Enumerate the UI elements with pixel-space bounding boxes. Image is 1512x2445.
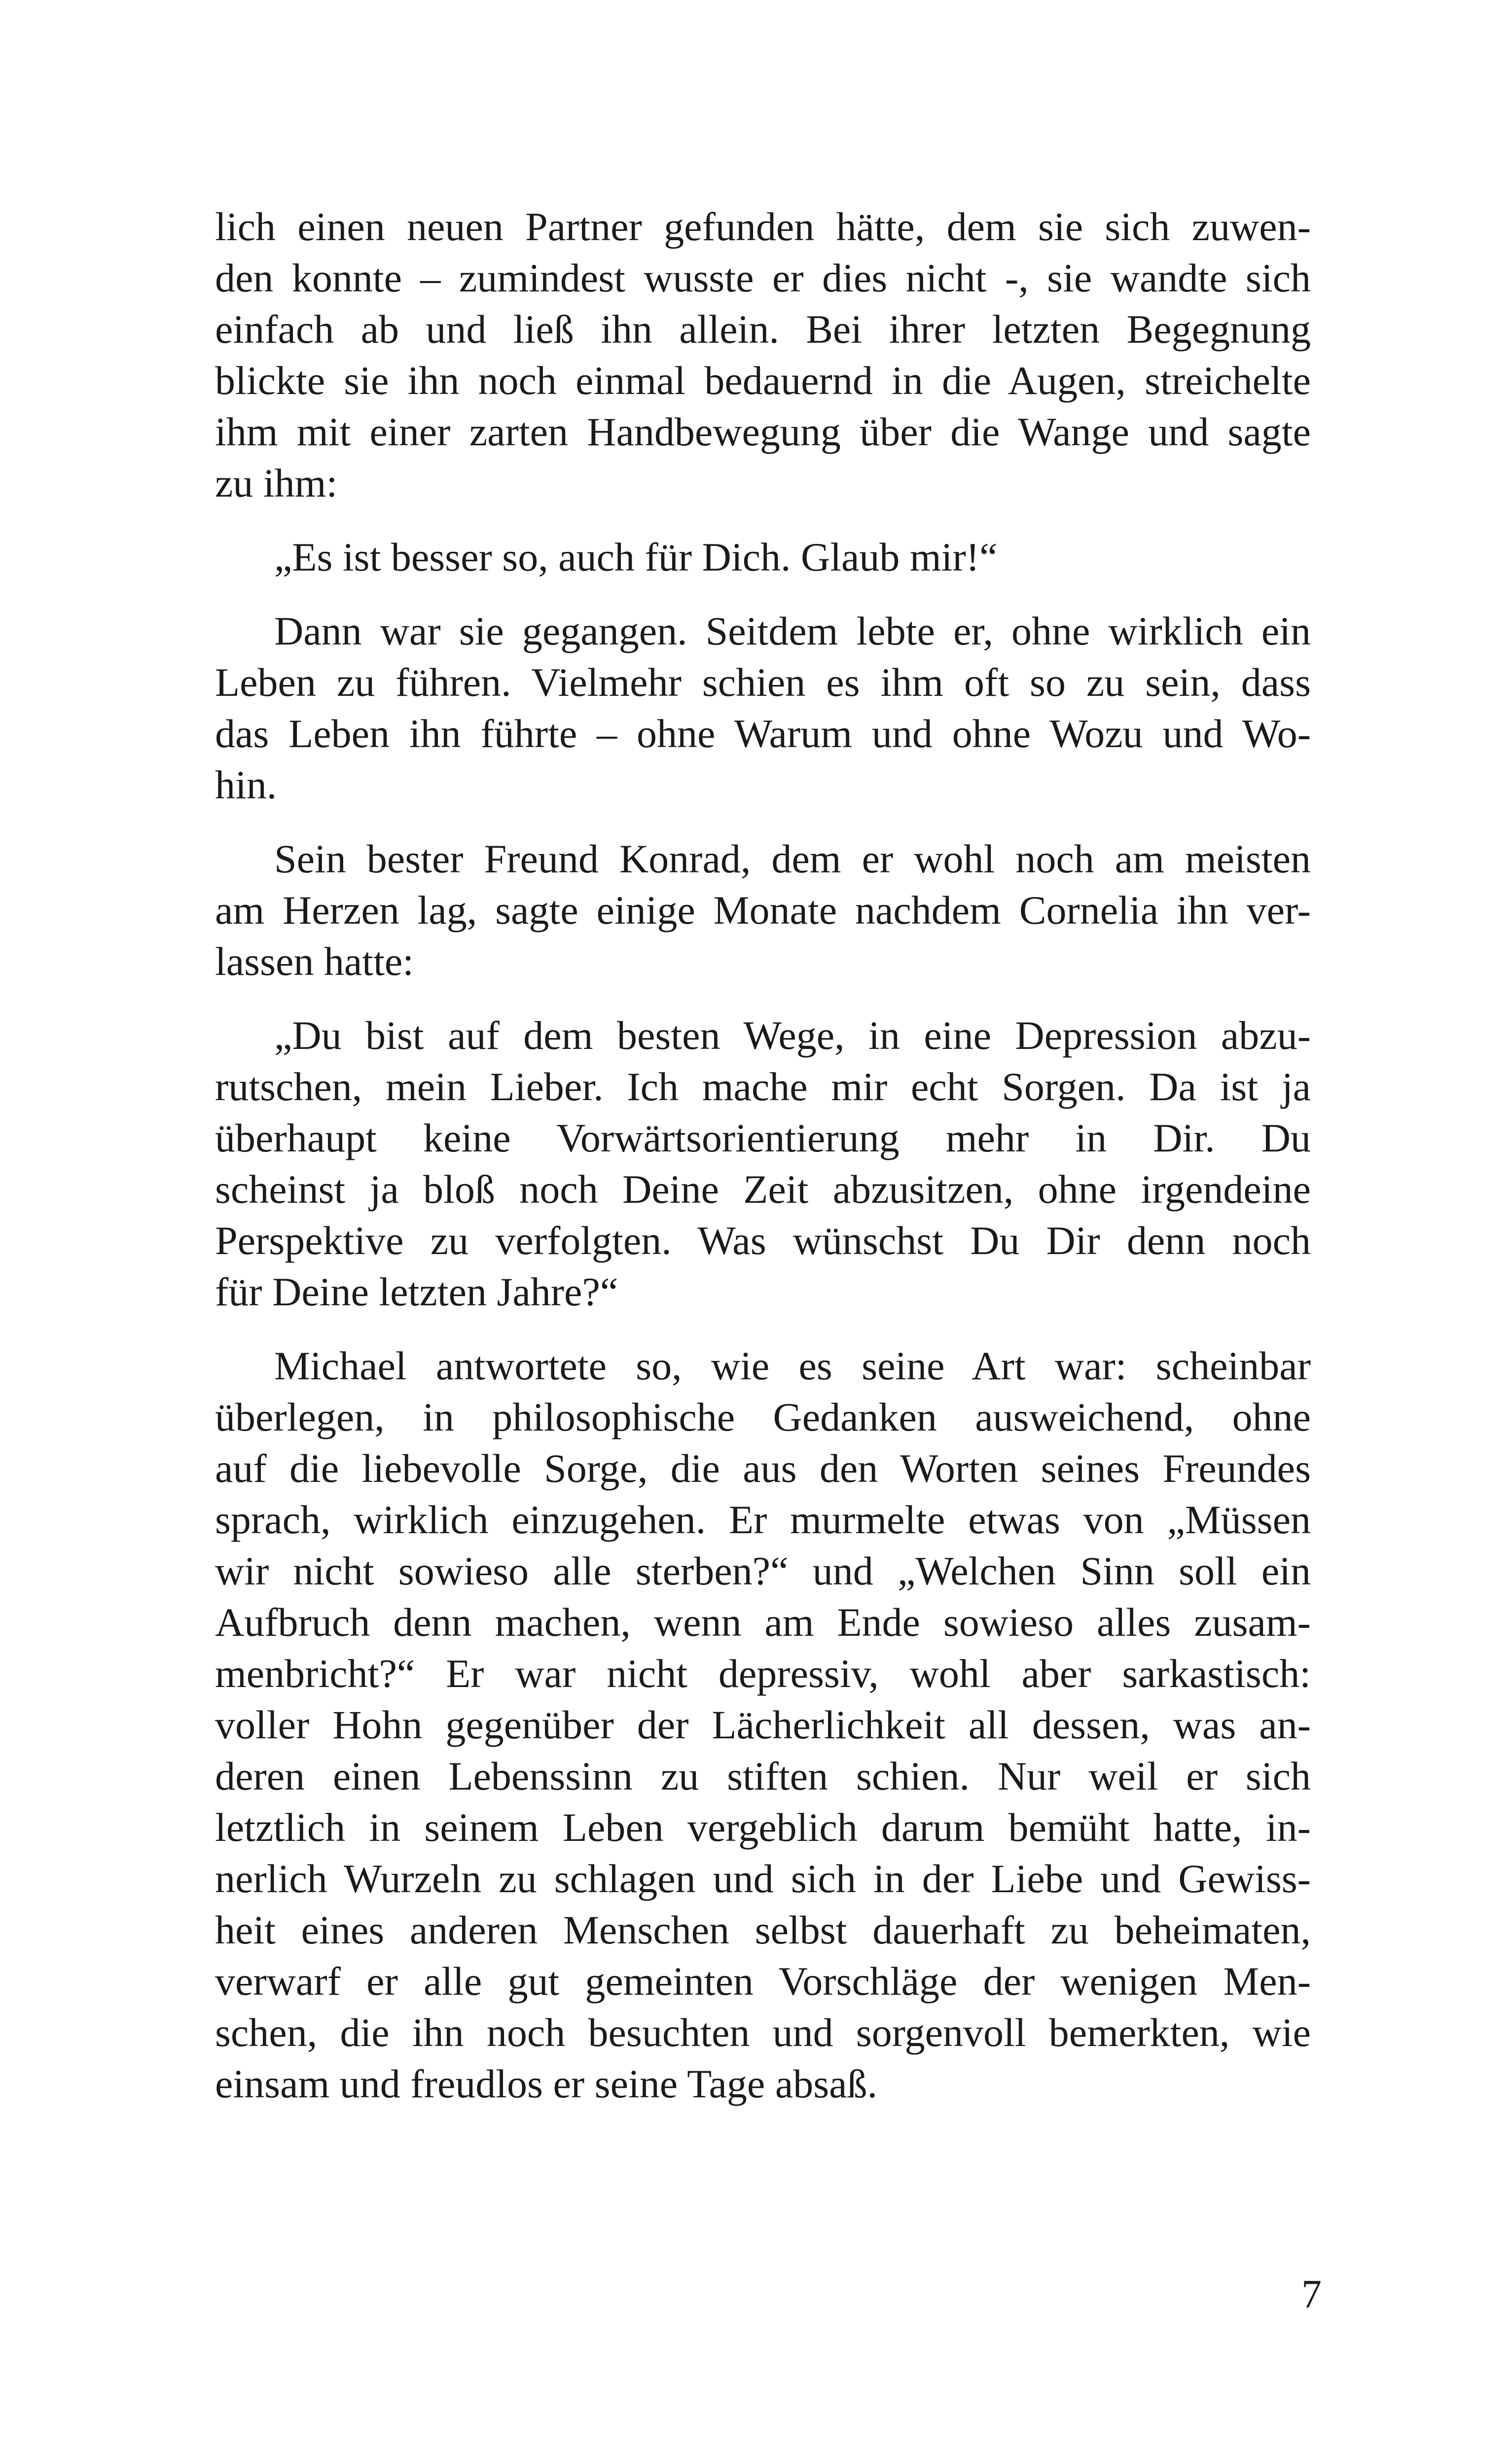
text-line: „Es ist besser so, auch für Dich. Glaub mir!“ <box>274 535 998 579</box>
body-text <box>215 201 1311 2132</box>
text-line: am Herzen lag, sagte einige Monate nachdem Cornelia ihn ver- <box>215 888 1311 933</box>
paragraph <box>215 1340 1311 2110</box>
text-line: ihm mit einer zarten Handbewegung über die Wange und sagte <box>215 409 1311 454</box>
text-line: Perspektive zu verfolgten. Was wünschst Du Dir denn noch <box>215 1218 1311 1263</box>
text-line: verwarf er alle gut gemeinten Vorschläge der wenigen Men- <box>215 1959 1311 2004</box>
text-line: blickte sie ihn noch einmal bedauernd in die Augen, streichelte <box>215 358 1311 403</box>
text-line: „Du bist auf dem besten Wege, in eine Depression abzu- <box>274 1013 1311 1058</box>
text-line: scheinst ja bloß noch Deine Zeit abzusitzen, ohne irgendeine <box>215 1167 1311 1212</box>
text-line: lassen hatte: <box>215 939 414 984</box>
text-line: rutschen, mein Lieber. Ich mache mir echt Sorgen. Da ist ja <box>215 1064 1311 1109</box>
text-line: Aufbruch denn machen, wenn am Ende sowieso alles zusam- <box>215 1600 1311 1645</box>
text-line: voller Hohn gegenüber der Lächerlichkeit all dessen, was an- <box>215 1702 1311 1747</box>
paragraph <box>215 833 1311 987</box>
paragraph <box>215 201 1311 509</box>
text-line: menbricht?“ Er war nicht depressiv, wohl aber sarkastisch: <box>215 1651 1311 1696</box>
text-line: überhaupt keine Vorwärtsorientierung mehr in Dir. Du <box>215 1115 1311 1160</box>
paragraph <box>215 606 1311 811</box>
text-line: Dann war sie gegangen. Seitdem lebte er, ohne wirklich ein <box>274 609 1311 653</box>
paragraph <box>215 532 1311 583</box>
text-line: hin. <box>215 762 277 807</box>
text-line: letztlich in seinem Leben vergeblich darum bemüht hatte, in- <box>215 1805 1311 1850</box>
text-line: das Leben ihn führte – ohne Warum und ohne Wozu und Wo- <box>215 711 1311 756</box>
text-line: für Deine letzten Jahre?“ <box>215 1269 618 1314</box>
text-line: schen, die ihn noch besuchten und sorgenvoll bemerkten, wie <box>215 2010 1311 2055</box>
text-line: lich einen neuen Partner gefunden hätte, dem sie sich zuwen- <box>215 204 1311 249</box>
text-line: einfach ab und ließ ihn allein. Bei ihrer letzten Begegnung <box>215 307 1311 352</box>
text-line: Sein bester Freund Konrad, dem er wohl noch am meisten <box>274 836 1311 881</box>
text-line: wir nicht sowieso alle sterben?“ und „Welchen Sinn soll ein <box>215 1548 1311 1593</box>
text-line: überlegen, in philosophische Gedanken ausweichend, ohne <box>215 1395 1311 1439</box>
text-line: einsam und freudlos er seine Tage absaß. <box>215 2061 878 2106</box>
text-line: nerlich Wurzeln zu schlagen und sich in der Liebe und Gewiss- <box>215 1856 1311 1901</box>
text-line: auf die liebevolle Sorge, die aus den Worten seines Freundes <box>215 1446 1311 1491</box>
text-line: sprach, wirklich einzugehen. Er murmelte etwas von „Müssen <box>215 1497 1311 1542</box>
text-line: zu ihm: <box>215 461 338 505</box>
text-line: Leben zu führen. Vielmehr schien es ihm oft so zu sein, dass <box>215 660 1311 705</box>
text-line: Michael antwortete so, wie es seine Art war: scheinbar <box>274 1343 1311 1388</box>
text-line: heit eines anderen Menschen selbst dauerhaft zu beheimaten, <box>215 1907 1311 1952</box>
text-line: den konnte – zumindest wusste er dies nicht -, sie wandte sich <box>215 255 1311 300</box>
page-number: 7 <box>1301 2271 1322 2316</box>
text-line: deren einen Lebenssinn zu stiften schien. Nur weil er sich <box>215 1754 1311 1798</box>
paragraph <box>215 1010 1311 1318</box>
